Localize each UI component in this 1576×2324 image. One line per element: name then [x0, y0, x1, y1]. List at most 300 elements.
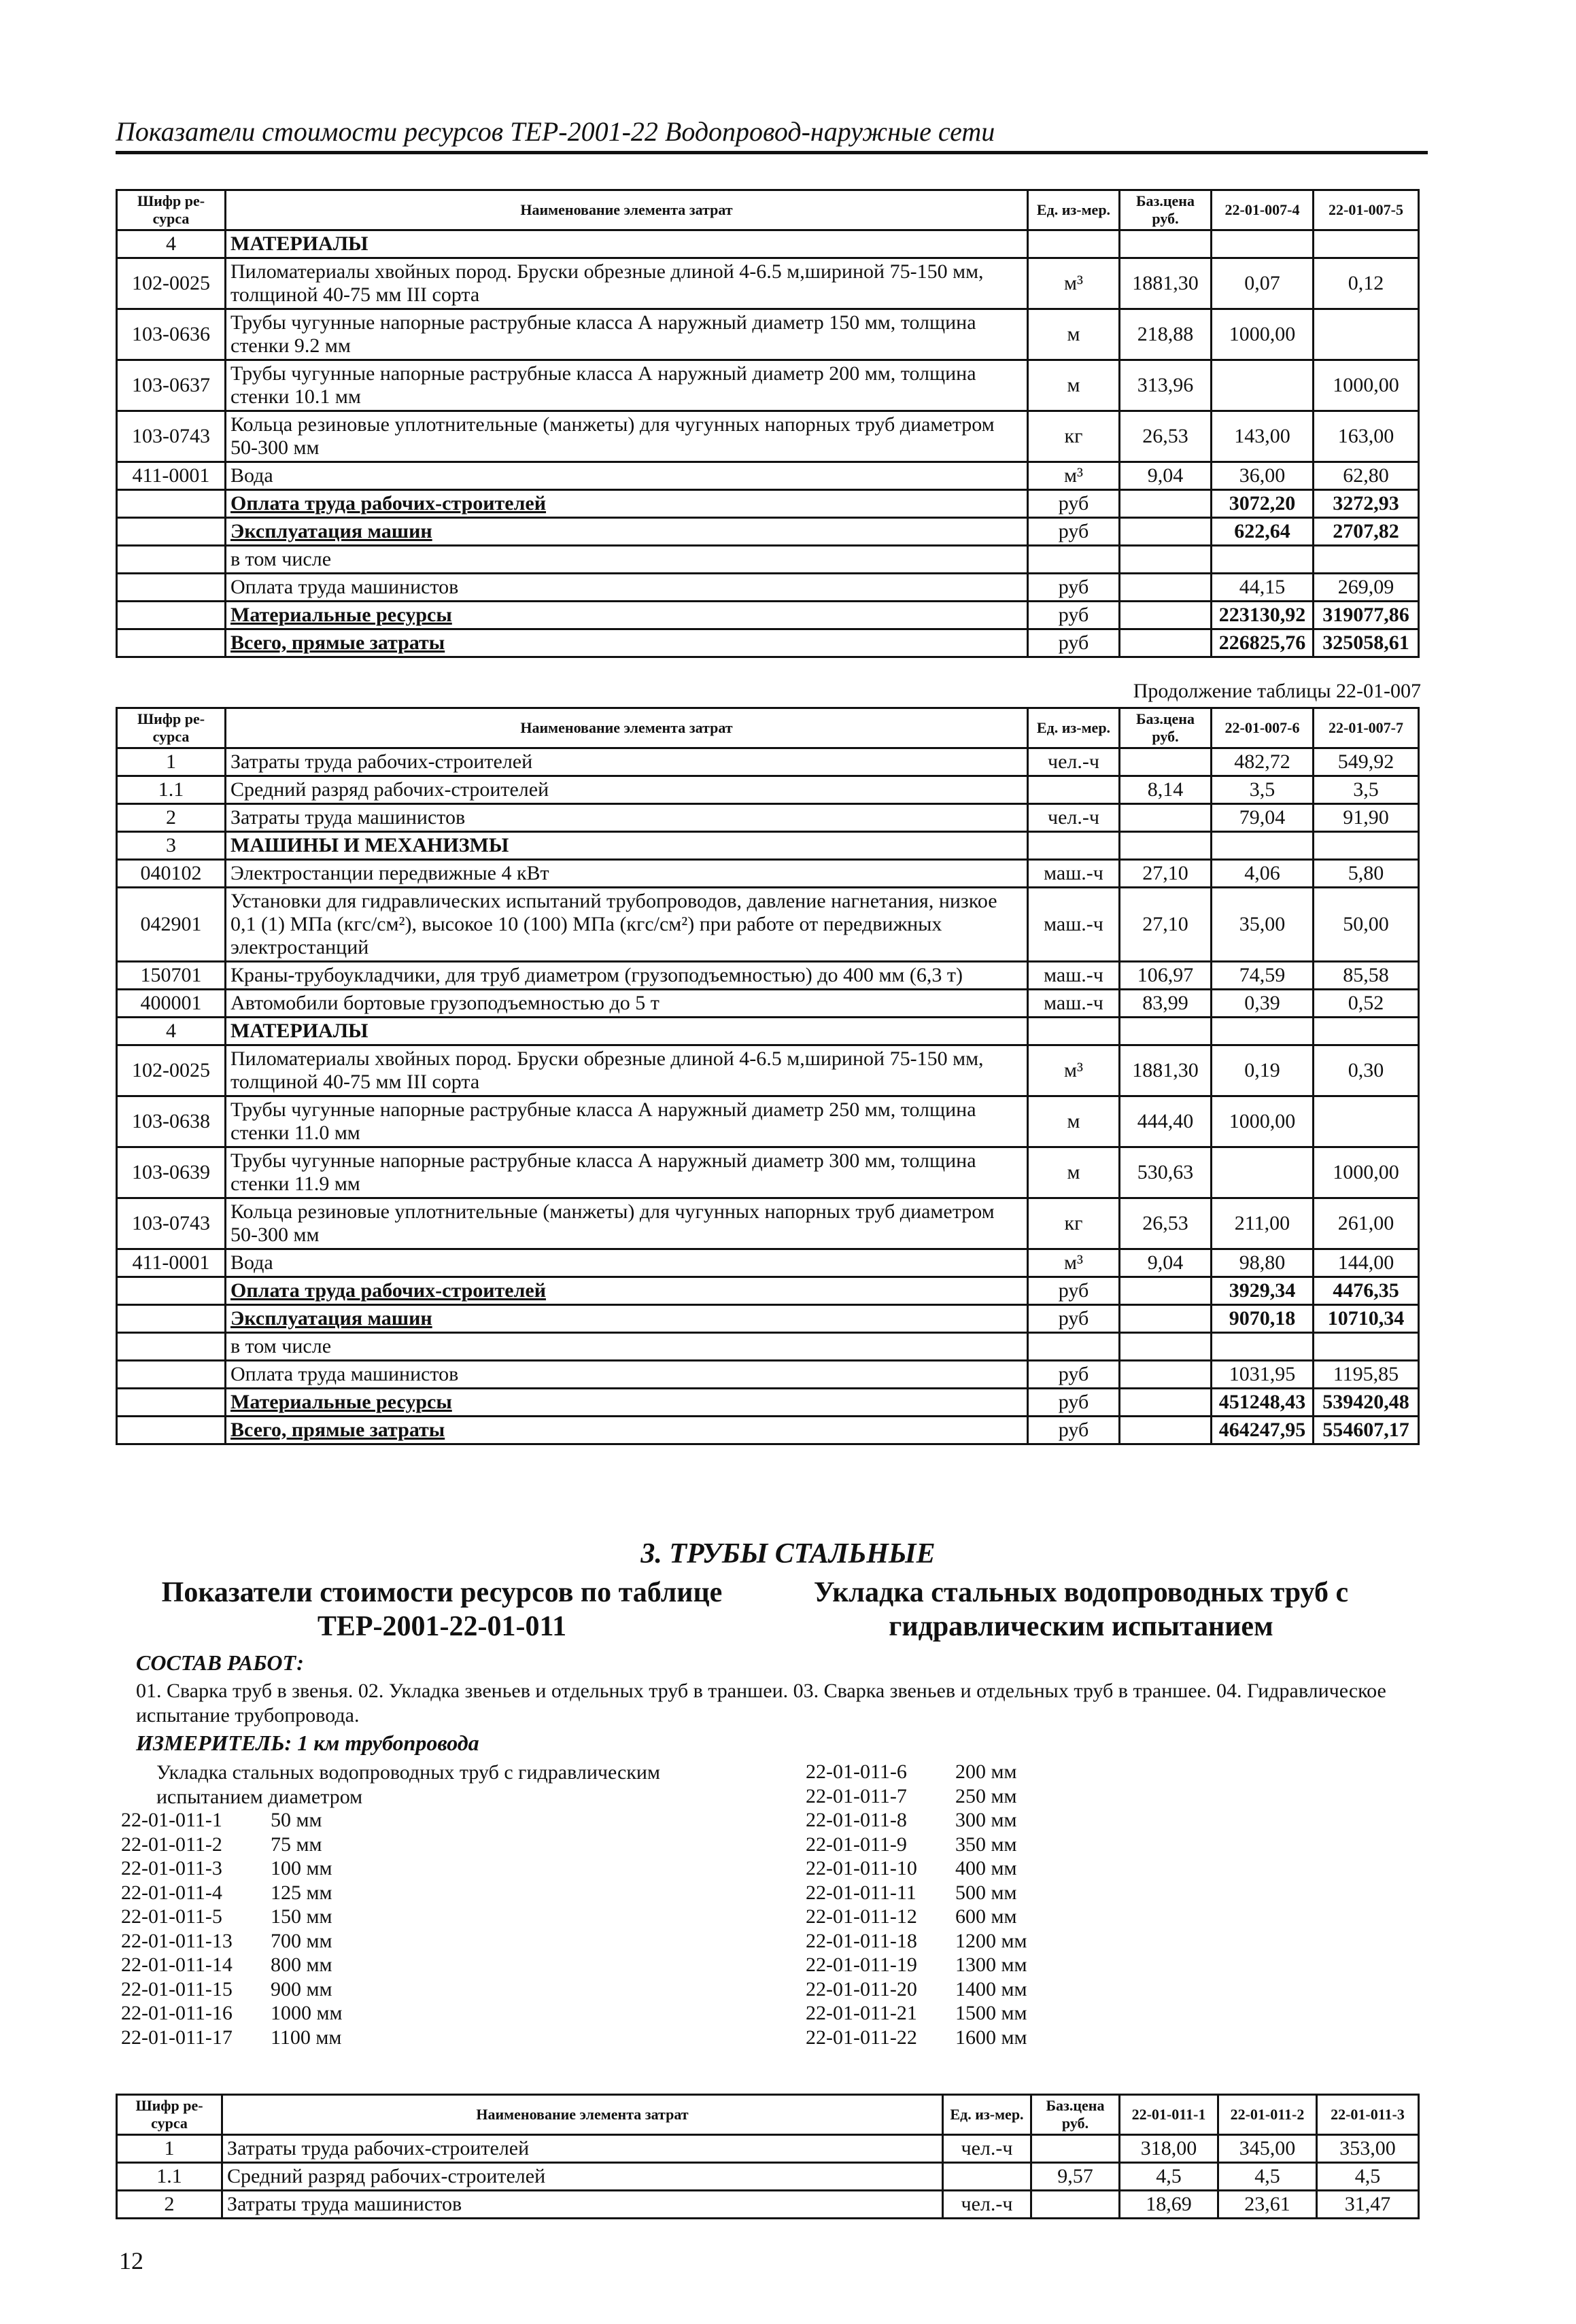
item-size: 1300 мм — [955, 1954, 1027, 1976]
value-cell: 79,04 — [1212, 804, 1314, 832]
item-size: 1000 мм — [271, 2002, 343, 2024]
resource-name: Средний разряд рабочих-строителей — [222, 2163, 943, 2191]
base-price: 1881,30 — [1120, 1045, 1212, 1096]
item-size: 1600 мм — [955, 2026, 1027, 2049]
measure-item — [121, 1905, 529, 1929]
value-cell — [1314, 832, 1419, 860]
item-code: 22-01-011-12 — [806, 1905, 917, 1928]
column-header: Шифр ре-сурса — [117, 708, 226, 748]
table-row — [117, 360, 1419, 411]
value-cell: 1000,00 — [1212, 1096, 1314, 1147]
resource-name: МАТЕРИАЛЫ — [226, 1018, 1028, 1045]
resource-name: Установки для гидравлических испытаний трубопроводов, давление нагнетания, низкое 0,1 (1) МПа (кгс/см²), высокое 10 (100) МПа (кгс/см²) при работе от передвижных электростанций — [226, 888, 1028, 962]
value-cell: 0,07 — [1212, 258, 1314, 309]
resource-name: в том числе — [226, 546, 1028, 574]
table-row — [117, 1305, 1419, 1333]
resource-code — [117, 490, 226, 518]
value-cell: 3,5 — [1314, 776, 1419, 804]
item-code: 22-01-011-22 — [806, 2026, 917, 2049]
table-row — [117, 990, 1419, 1018]
value-cell: 31,47 — [1317, 2191, 1419, 2219]
resource-code: 1 — [117, 2135, 222, 2163]
resource-name: Затраты труда машинистов — [226, 804, 1028, 832]
table-row — [117, 804, 1419, 832]
column-header: Ед. из-мер. — [943, 2095, 1031, 2135]
value-cell: 1031,95 — [1212, 1361, 1314, 1389]
page-number: 12 — [119, 2247, 143, 2274]
measure-item — [806, 1905, 1214, 1929]
column-header: 22-01-011-2 — [1218, 2095, 1317, 2135]
base-price — [1120, 1417, 1212, 1444]
resource-name: Электростанции передвижные 4 кВт — [226, 860, 1028, 888]
measure-intro: Укладка стальных водопроводных труб с гидравлическим испытанием диаметром — [156, 1761, 660, 1808]
value-cell — [1212, 1018, 1314, 1045]
column-header: Ед. из-мер. — [1028, 708, 1120, 748]
item-size: 100 мм — [271, 1857, 332, 1879]
measure-item — [121, 1977, 529, 2002]
column-header: 22-01-007-4 — [1212, 190, 1314, 230]
value-cell: 18,69 — [1120, 2191, 1218, 2219]
value-cell: 144,00 — [1314, 1249, 1419, 1277]
value-cell: 62,80 — [1314, 462, 1419, 490]
section-table-title: Показатели стоимости ресурсов по таблице ТЕР-2001-22-01-011 — [161, 1577, 723, 1642]
column-header: Шифр ре-сурса — [117, 190, 226, 230]
table-row — [117, 1198, 1419, 1249]
resource-name: Материальные ресурсы — [226, 602, 1028, 629]
value-cell: 98,80 — [1212, 1249, 1314, 1277]
value-cell: 50,00 — [1314, 888, 1419, 962]
resource-name: Всего, прямые затраты — [226, 1417, 1028, 1444]
table-row — [117, 1147, 1419, 1198]
resource-code: 150701 — [117, 962, 226, 990]
base-price — [1120, 629, 1212, 657]
resource-name: Пиломатериалы хвойных пород. Бруски обрезные длиной 4-6.5 м,шириной 75-150 мм, толщиной 40-75 мм III сорта — [226, 258, 1028, 309]
value-cell: 91,90 — [1314, 804, 1419, 832]
value-cell — [1314, 1096, 1419, 1147]
table-row — [117, 574, 1419, 602]
resource-name: Трубы чугунные напорные раструбные класса А наружный диаметр 300 мм, толщина стенки 11.9 мм — [226, 1147, 1028, 1198]
resource-name: Затраты труда рабочих-строителей — [226, 748, 1028, 776]
table-row — [117, 888, 1419, 962]
item-code: 22-01-011-1 — [121, 1809, 222, 1831]
resource-code: 103-0743 — [117, 411, 226, 462]
base-price — [1120, 1361, 1212, 1389]
base-price — [1120, 1389, 1212, 1417]
unit: чел.-ч — [943, 2191, 1031, 2219]
unit: чел.-ч — [1028, 748, 1120, 776]
resource-name: Средний разряд рабочих-строителей — [226, 776, 1028, 804]
unit: маш.-ч — [1028, 962, 1120, 990]
header-rule — [116, 151, 1428, 154]
resource-code: 042901 — [117, 888, 226, 962]
value-cell: 163,00 — [1314, 411, 1419, 462]
value-cell: 0,52 — [1314, 990, 1419, 1018]
value-cell: 9070,18 — [1212, 1305, 1314, 1333]
column-header: Наименование элемента затрат — [226, 708, 1028, 748]
page-header: Показатели стоимости ресурсов ТЕР-2001-22 Водопровод-наружные сети — [116, 116, 995, 147]
item-size: 350 мм — [955, 1833, 1017, 1856]
item-size: 1100 мм — [271, 2026, 342, 2049]
resource-code — [117, 1361, 226, 1389]
value-cell: 85,58 — [1314, 962, 1419, 990]
value-cell — [1212, 546, 1314, 574]
value-cell — [1212, 1147, 1314, 1198]
item-size: 600 мм — [955, 1905, 1017, 1928]
column-header: Наименование элемента затрат — [226, 190, 1028, 230]
resource-code: 1.1 — [117, 2163, 222, 2191]
value-cell: 319077,86 — [1314, 602, 1419, 629]
resource-code: 411-0001 — [117, 1249, 226, 1277]
item-code: 22-01-011-10 — [806, 1857, 917, 1879]
value-cell: 0,19 — [1212, 1045, 1314, 1096]
measure-item — [806, 1856, 1214, 1881]
unit: чел.-ч — [1028, 804, 1120, 832]
table-row — [117, 1417, 1419, 1444]
resource-code: 4 — [117, 1018, 226, 1045]
unit — [1028, 546, 1120, 574]
base-price — [1031, 2135, 1120, 2163]
measure-item — [121, 2001, 529, 2026]
unit: руб — [1028, 1389, 1120, 1417]
item-size: 150 мм — [271, 1905, 332, 1928]
table-row — [117, 230, 1419, 258]
unit: м — [1028, 309, 1120, 360]
resource-name: Эксплуатация машин — [226, 518, 1028, 546]
unit: маш.-ч — [1028, 990, 1120, 1018]
unit: руб — [1028, 574, 1120, 602]
resource-name: Вода — [226, 462, 1028, 490]
item-code: 22-01-011-18 — [806, 1929, 917, 1952]
base-price: 27,10 — [1120, 860, 1212, 888]
value-cell: 4,5 — [1317, 2163, 1419, 2191]
item-code: 22-01-011-21 — [806, 2002, 917, 2024]
unit — [1028, 832, 1120, 860]
resource-code: 400001 — [117, 990, 226, 1018]
column-header: Баз.цена руб. — [1120, 190, 1212, 230]
item-code: 22-01-011-4 — [121, 1881, 222, 1904]
value-cell: 451248,43 — [1212, 1389, 1314, 1417]
measure-item — [806, 1929, 1214, 1954]
measure-item — [806, 1833, 1214, 1857]
unit: руб — [1028, 1305, 1120, 1333]
resource-table-007-4-5 — [116, 189, 1420, 658]
column-header: 22-01-011-1 — [1120, 2095, 1218, 2135]
table-header-row — [117, 190, 1419, 230]
measure-item — [806, 1881, 1214, 1905]
measure-label: ИЗМЕРИТЕЛЬ: 1 км трубопровода — [136, 1731, 479, 1755]
item-code: 22-01-011-5 — [121, 1905, 222, 1928]
value-cell: 226825,76 — [1212, 629, 1314, 657]
value-cell: 10710,34 — [1314, 1305, 1419, 1333]
item-code: 22-01-011-19 — [806, 1954, 917, 1976]
value-cell — [1212, 1333, 1314, 1361]
table-row — [117, 832, 1419, 860]
resource-table-011-1-3 — [116, 2094, 1420, 2219]
resource-code: 103-0743 — [117, 1198, 226, 1249]
table-row — [117, 602, 1419, 629]
table-row — [117, 2163, 1419, 2191]
unit: руб — [1028, 1361, 1120, 1389]
table-header-row — [117, 2095, 1419, 2135]
item-size: 250 мм — [955, 1784, 1017, 1807]
unit: руб — [1028, 1417, 1120, 1444]
table-row — [117, 490, 1419, 518]
table-row — [117, 309, 1419, 360]
measure-item — [806, 2001, 1214, 2026]
value-cell — [1212, 360, 1314, 411]
table-row — [117, 1333, 1419, 1361]
base-price: 26,53 — [1120, 1198, 1212, 1249]
resource-code: 411-0001 — [117, 462, 226, 490]
item-code: 22-01-011-7 — [806, 1784, 907, 1807]
resource-name: Вода — [226, 1249, 1028, 1277]
value-cell: 464247,95 — [1212, 1417, 1314, 1444]
value-cell: 23,61 — [1218, 2191, 1317, 2219]
measure-item — [121, 1929, 529, 1954]
value-cell: 143,00 — [1212, 411, 1314, 462]
resource-code: 1 — [117, 748, 226, 776]
unit: кг — [1028, 411, 1120, 462]
item-code: 22-01-011-20 — [806, 1977, 917, 2000]
value-cell — [1314, 1333, 1419, 1361]
value-cell — [1212, 832, 1314, 860]
item-size: 300 мм — [955, 1809, 1017, 1831]
base-price: 444,40 — [1120, 1096, 1212, 1147]
resource-name: МАШИНЫ И МЕХАНИЗМЫ — [226, 832, 1028, 860]
item-code: 22-01-011-9 — [806, 1833, 907, 1856]
value-cell: 4,5 — [1120, 2163, 1218, 2191]
resource-code — [117, 1417, 226, 1444]
base-price — [1120, 832, 1212, 860]
table-row — [117, 546, 1419, 574]
table-row — [117, 2135, 1419, 2163]
resource-name: Оплата труда машинистов — [226, 1361, 1028, 1389]
value-cell — [1314, 1018, 1419, 1045]
table-row — [117, 1249, 1419, 1277]
item-code: 22-01-011-13 — [121, 1929, 233, 1952]
base-price — [1120, 490, 1212, 518]
base-price: 106,97 — [1120, 962, 1212, 990]
base-price: 313,96 — [1120, 360, 1212, 411]
unit: кг — [1028, 1198, 1120, 1249]
value-cell: 0,12 — [1314, 258, 1419, 309]
works-label: СОСТАВ РАБОТ: — [136, 1650, 304, 1675]
base-price: 9,04 — [1120, 1249, 1212, 1277]
table-header-row — [117, 708, 1419, 748]
resource-name: Трубы чугунные напорные раструбные класса А наружный диаметр 200 мм, толщина стенки 10.1 мм — [226, 360, 1028, 411]
resource-code: 1.1 — [117, 776, 226, 804]
item-size: 50 мм — [271, 1809, 322, 1831]
value-cell: 223130,92 — [1212, 602, 1314, 629]
item-size: 500 мм — [955, 1881, 1017, 1904]
value-cell: 36,00 — [1212, 462, 1314, 490]
item-size: 200 мм — [955, 1761, 1017, 1783]
table-row — [117, 1045, 1419, 1096]
item-code: 22-01-011-11 — [806, 1881, 917, 1904]
value-cell: 261,00 — [1314, 1198, 1419, 1249]
resource-name: Трубы чугунные напорные раструбные класса А наружный диаметр 250 мм, толщина стенки 11.0 мм — [226, 1096, 1028, 1147]
value-cell: 211,00 — [1212, 1198, 1314, 1249]
value-cell: 482,72 — [1212, 748, 1314, 776]
unit: руб — [1028, 1277, 1120, 1305]
item-size: 1500 мм — [955, 2002, 1027, 2024]
item-size: 800 мм — [271, 1954, 332, 1976]
value-cell: 44,15 — [1212, 574, 1314, 602]
column-header: Шифр ре-сурса — [117, 2095, 222, 2135]
value-cell: 345,00 — [1218, 2135, 1317, 2163]
item-code: 22-01-011-16 — [121, 2002, 233, 2024]
table-row — [117, 518, 1419, 546]
table-row — [117, 748, 1419, 776]
table-row — [117, 1277, 1419, 1305]
table-row — [117, 629, 1419, 657]
base-price — [1120, 748, 1212, 776]
column-header: 22-01-007-6 — [1212, 708, 1314, 748]
resource-code: 103-0636 — [117, 309, 226, 360]
unit: руб — [1028, 629, 1120, 657]
value-cell: 325058,61 — [1314, 629, 1419, 657]
base-price — [1120, 1333, 1212, 1361]
value-cell: 1000,00 — [1314, 360, 1419, 411]
continuation-label: Продолжение таблицы 22-01-007 — [1133, 680, 1421, 702]
unit — [943, 2163, 1031, 2191]
measure-item — [806, 2026, 1214, 2050]
measure-item — [806, 1953, 1214, 1977]
value-cell: 3929,34 — [1212, 1277, 1314, 1305]
resource-name: Материальные ресурсы — [226, 1389, 1028, 1417]
value-cell: 549,92 — [1314, 748, 1419, 776]
unit: м³ — [1028, 258, 1120, 309]
unit — [1028, 776, 1120, 804]
resource-code: 2 — [117, 804, 226, 832]
unit: м — [1028, 360, 1120, 411]
measure-item — [121, 1953, 529, 1977]
resource-name: Затраты труда машинистов — [222, 2191, 943, 2219]
column-header: 22-01-007-7 — [1314, 708, 1419, 748]
column-header: Наименование элемента затрат — [222, 2095, 943, 2135]
column-header: Баз.цена руб. — [1031, 2095, 1120, 2135]
measure-item — [121, 1833, 529, 1857]
measure-item — [806, 1784, 1214, 1809]
value-cell — [1212, 230, 1314, 258]
unit: м — [1028, 1147, 1120, 1198]
value-cell — [1314, 230, 1419, 258]
base-price — [1120, 1277, 1212, 1305]
base-price — [1120, 518, 1212, 546]
section-title: 3. ТРУБЫ СТАЛЬНЫЕ — [640, 1538, 936, 1569]
resource-code — [117, 602, 226, 629]
base-price — [1120, 602, 1212, 629]
item-code: 22-01-011-15 — [121, 1977, 233, 2000]
base-price: 27,10 — [1120, 888, 1212, 962]
value-cell: 35,00 — [1212, 888, 1314, 962]
value-cell: 3072,20 — [1212, 490, 1314, 518]
unit: руб — [1028, 490, 1120, 518]
value-cell: 4,06 — [1212, 860, 1314, 888]
table-row — [117, 1096, 1419, 1147]
unit: маш.-ч — [1028, 860, 1120, 888]
column-header: Ед. из-мер. — [1028, 190, 1120, 230]
table-row — [117, 258, 1419, 309]
resource-name: Кольца резиновые уплотнительные (манжеты) для чугунных напорных труб диаметром 50-300 мм — [226, 411, 1028, 462]
value-cell — [1314, 309, 1419, 360]
item-code: 22-01-011-2 — [121, 1833, 222, 1856]
value-cell: 1000,00 — [1314, 1147, 1419, 1198]
unit: маш.-ч — [1028, 888, 1120, 962]
resource-code: 4 — [117, 230, 226, 258]
resource-code: 2 — [117, 2191, 222, 2219]
base-price: 9,57 — [1031, 2163, 1120, 2191]
measure-item — [121, 1881, 529, 1905]
resource-code — [117, 518, 226, 546]
value-cell: 5,80 — [1314, 860, 1419, 888]
resource-name: Краны-трубоукладчики, для труб диаметром (грузоподъемностью) до 400 мм (6,3 т) — [226, 962, 1028, 990]
unit: м³ — [1028, 1045, 1120, 1096]
base-price — [1120, 1305, 1212, 1333]
resource-code: 103-0639 — [117, 1147, 226, 1198]
item-code: 22-01-011-3 — [121, 1857, 222, 1879]
base-price — [1120, 1018, 1212, 1045]
resource-code: 3 — [117, 832, 226, 860]
item-size: 700 мм — [271, 1929, 332, 1952]
table-row — [117, 1361, 1419, 1389]
value-cell — [1314, 546, 1419, 574]
resource-name: Оплата труда рабочих-строителей — [226, 1277, 1028, 1305]
resource-name: Оплата труда рабочих-строителей — [226, 490, 1028, 518]
resource-code — [117, 1389, 226, 1417]
value-cell: 353,00 — [1317, 2135, 1419, 2163]
table-row — [117, 860, 1419, 888]
value-cell: 4476,35 — [1314, 1277, 1419, 1305]
base-price: 218,88 — [1120, 309, 1212, 360]
item-size: 1200 мм — [955, 1929, 1027, 1952]
resource-name: Трубы чугунные напорные раструбные класса А наружный диаметр 150 мм, толщина стенки 9.2 мм — [226, 309, 1028, 360]
value-cell: 622,64 — [1212, 518, 1314, 546]
item-code: 22-01-011-14 — [121, 1954, 233, 1976]
resource-code: 102-0025 — [117, 258, 226, 309]
value-cell: 3272,93 — [1314, 490, 1419, 518]
base-price: 9,04 — [1120, 462, 1212, 490]
resource-code: 103-0638 — [117, 1096, 226, 1147]
column-header: Баз.цена руб. — [1120, 708, 1212, 748]
value-cell: 4,5 — [1218, 2163, 1317, 2191]
measure-item — [806, 1977, 1214, 2002]
value-cell: 554607,17 — [1314, 1417, 1419, 1444]
value-cell: 318,00 — [1120, 2135, 1218, 2163]
table-row — [117, 1018, 1419, 1045]
value-cell: 0,39 — [1212, 990, 1314, 1018]
item-size: 900 мм — [271, 1977, 332, 2000]
base-price: 83,99 — [1120, 990, 1212, 1018]
base-price: 8,14 — [1120, 776, 1212, 804]
works-text: 01. Сварка труб в звенья. 02. Укладка звеньев и отдельных труб в траншеи. 03. Сварка звеньев и отдельных труб в траншее. 04. Гидравлическое испытание трубопровода. — [136, 1680, 1386, 1727]
unit — [1028, 230, 1120, 258]
base-price: 530,63 — [1120, 1147, 1212, 1198]
measure-item — [806, 1808, 1214, 1833]
measure-item — [121, 1856, 529, 1881]
resource-name: Всего, прямые затраты — [226, 629, 1028, 657]
table-row — [117, 2191, 1419, 2219]
measure-item — [806, 1760, 1214, 1784]
resource-name: в том числе — [226, 1333, 1028, 1361]
resource-code — [117, 546, 226, 574]
table-row — [117, 776, 1419, 804]
unit: м³ — [1028, 1249, 1120, 1277]
item-size: 125 мм — [271, 1881, 332, 1904]
resource-name: Эксплуатация машин — [226, 1305, 1028, 1333]
base-price — [1120, 546, 1212, 574]
resource-name: МАТЕРИАЛЫ — [226, 230, 1028, 258]
